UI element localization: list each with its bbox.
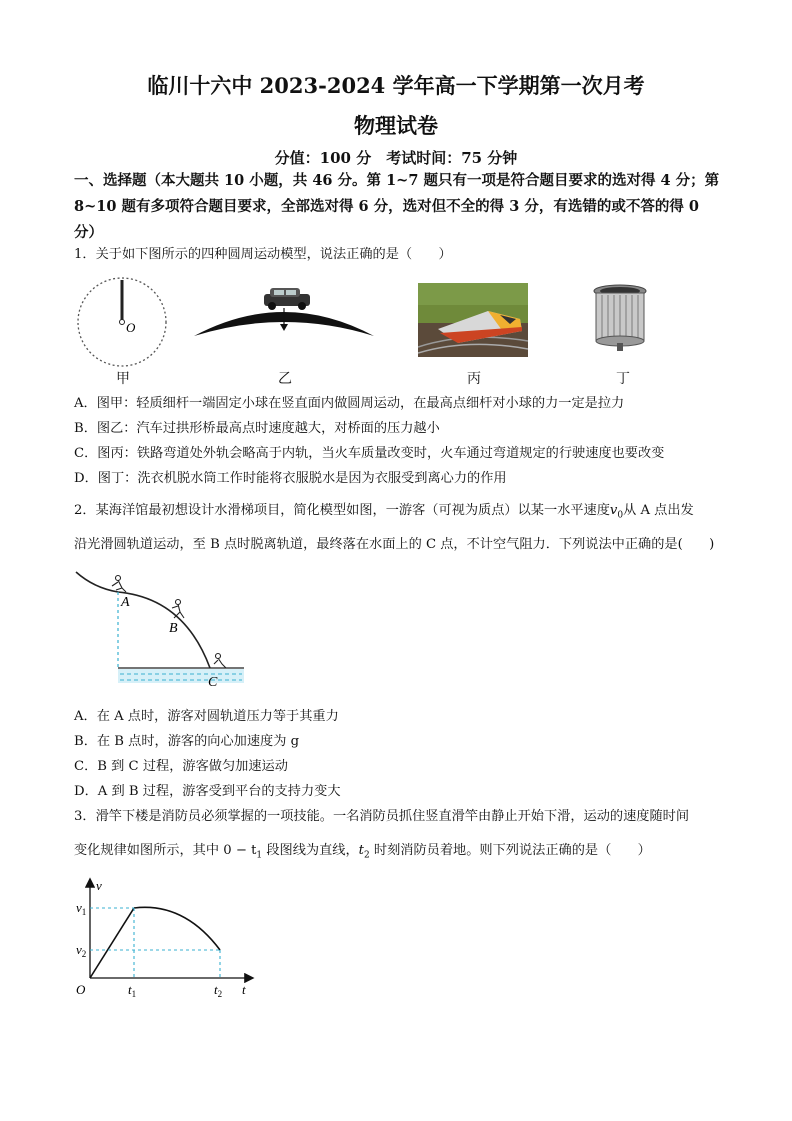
v1-sub: 1	[81, 907, 87, 917]
q1-option-b: B．图乙：汽车过拱形桥最高点时速度越大，对桥面的压力越小	[74, 421, 440, 436]
origin-label: O	[76, 982, 86, 997]
point-a-label: A	[121, 595, 130, 610]
fig-label-bing: 丙	[467, 371, 481, 387]
v0-subscript: 0	[617, 510, 624, 521]
fig-label-yi: 乙	[278, 371, 292, 387]
exam-title: 临川十六中 2023-2024 学年高一下学期第一次月考	[147, 73, 645, 98]
q1-stem: 1．关于如下图所示的四种圆周运动模型，说法正确的是（ ）	[74, 247, 452, 262]
t1-label: t	[128, 982, 132, 997]
q2-stem-a: 2．某海洋馆最初想设计水滑梯项目，简化模型如图，一游客（可视为质点）以某一水平速度	[74, 503, 610, 518]
fig-train-photo	[418, 283, 528, 357]
fig-label-ding: 丁	[616, 371, 630, 387]
svg-text:v2	[76, 942, 86, 959]
fig-water-slide	[74, 568, 254, 690]
q3-stem-b4: 时刻消防员着地。则下列说法正确的是（ ）	[369, 843, 651, 858]
q2-option-a: A．在 A 点时，游客对圆轨道压力等于其重力	[74, 709, 339, 724]
t2-subscript: 2	[363, 850, 370, 861]
svg-text:t1	[128, 982, 136, 999]
point-b-label: B	[169, 621, 178, 636]
t-axis-label: t	[242, 982, 246, 997]
t2-label: t	[214, 982, 218, 997]
q1-option-c: C．图丙：铁路弯道处外轨会略高于内轨，当火车质量改变时，火车通过弯道规定的行驶速度也要改变	[74, 446, 665, 461]
svg-text:t2	[214, 982, 222, 999]
vt-line-segment	[90, 908, 134, 978]
fig-vt-graph	[74, 872, 264, 1002]
q3-stem-line1: 3．滑竿下楼是消防员必须掌握的一项技能。一名消防员抓住竖直滑竿由静止开始下滑，运动的速度随时间	[74, 809, 690, 824]
svg-text:v1	[76, 900, 86, 917]
score-line: 分值：100 分 考试时间：75 分钟	[274, 149, 518, 167]
q2-option-d: D．A 到 B 过程，游客受到平台的支持力变大	[74, 784, 341, 799]
t2-sub: 2	[217, 989, 223, 999]
t1-sub: 1	[131, 989, 137, 999]
vt-curve-segment	[134, 907, 220, 950]
car-icon	[264, 288, 310, 310]
exam-subtitle: 物理试卷	[354, 113, 438, 138]
q3-stem-b1: 变化规律如图所示，其中 0 − t	[74, 843, 257, 858]
q2-option-b: B．在 B 点时，游客的向心加速度为 g	[74, 734, 300, 749]
fig-washer-drum	[592, 283, 648, 351]
fig-arch-bridge	[192, 286, 378, 346]
v2-sub: 2	[81, 949, 87, 959]
fig-label-jia: 甲	[116, 371, 130, 387]
t1-subscript: 1	[256, 850, 263, 861]
v2-label: v	[76, 942, 82, 957]
fig-rod-circle	[74, 276, 174, 368]
q2-stem-line1	[74, 498, 734, 529]
q2-option-c: C．B 到 C 过程，游客做匀加速运动	[74, 759, 288, 774]
rod-pivot-label: O	[126, 320, 136, 335]
q2-stem-b: 从 A 点出发	[623, 503, 694, 518]
q3-stem-line2	[74, 838, 744, 869]
v-axis-label: v	[96, 878, 102, 893]
v0-symbol: v	[609, 503, 618, 518]
v1-label: v	[76, 900, 82, 915]
point-c-label: C	[208, 675, 218, 690]
t2-symbol: t	[358, 843, 364, 858]
q3-stem-b2: 段图线为直线，	[262, 843, 359, 858]
section-heading: 一、选择题（本大题共 10 小题，共 46 分。第 1~7 题只有一项是符合题目要求的选对得 4 分；第 8~10 题有多项符合题目要求，全部选对得 6 分，选对但不全的得 3 分，有选错的或不答的得 0 分）	[74, 172, 720, 241]
q1-option-a: A．图甲：轻质细杆一端固定小球在竖直面内做圆周运动，在最高点细杆对小球的力一定是拉力	[74, 396, 625, 411]
q2-stem-line2: 沿光滑圆轨道运动，至 B 点时脱离轨道，最终落在水面上的 C 点，不计空气阻力．下列说法中正确的是( )	[74, 537, 715, 552]
q1-option-d: D．图丁：洗衣机脱水筒工作时能将衣服脱水是因为衣服受到离心力的作用	[74, 471, 507, 486]
